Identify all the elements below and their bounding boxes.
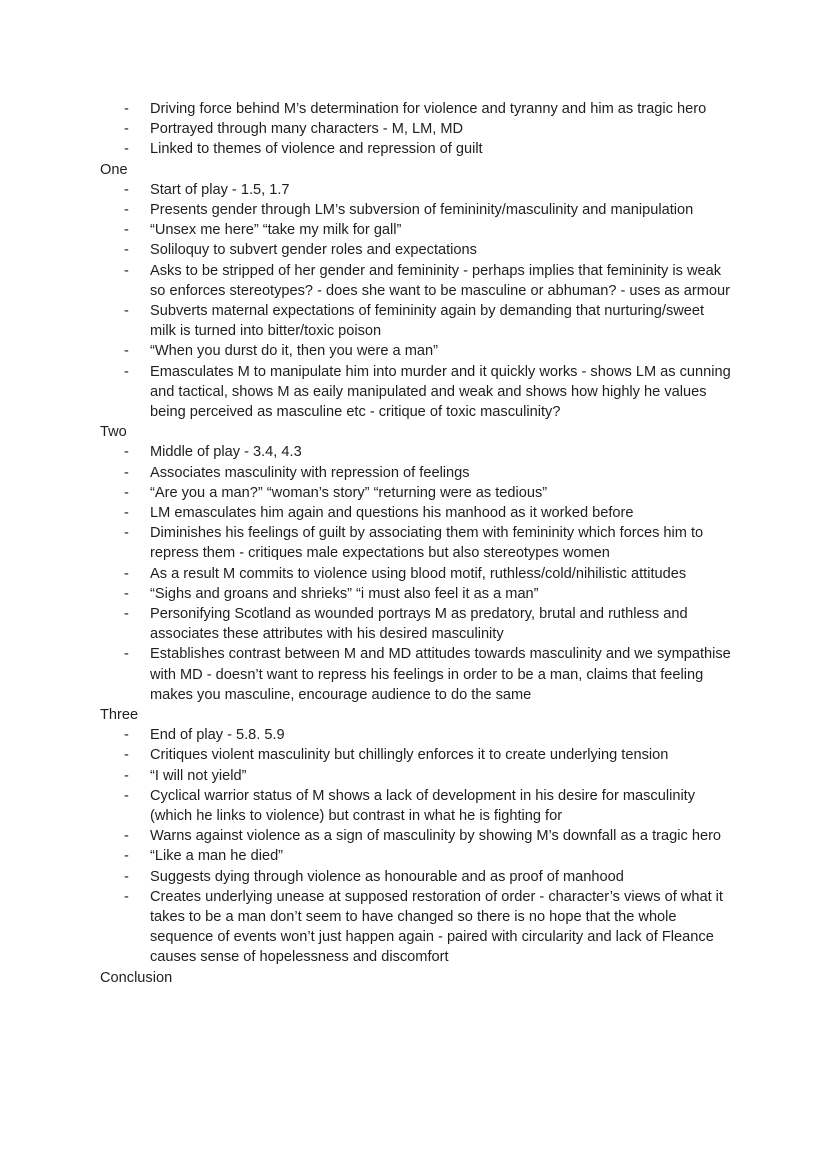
bullet-dash: - — [124, 787, 129, 804]
list-item-text: Cyclical warrior status of M shows a lack of development in his desire for masculinity (which he links to violence) but contrast in what he is fighting for — [150, 787, 696, 825]
bullet-dash: - — [124, 585, 129, 602]
list-item-text: Driving force behind M’s determination for violence and tyranny and him as tragic hero — [150, 101, 707, 117]
bullet-dash: - — [124, 606, 129, 623]
bullet-list — [0, 725, 828, 967]
list-item-text: “Sighs and groans and shrieks” “i must also feel it as a man” — [150, 585, 539, 602]
list-item — [0, 846, 828, 866]
bullet-dash: - — [124, 222, 129, 239]
list-item-text: Asks to be stripped of her gender and femininity - perhaps implies that femininity is weak so enforces stereotypes? - does she want to be masculine or abhuman? - uses as armour — [150, 262, 731, 299]
bullet-dash: - — [124, 363, 129, 380]
bullet-list — [0, 99, 828, 160]
list-item — [0, 341, 828, 361]
list-item-text: Presents gender through LM’s subversion of femininity/masculinity and manipulation — [150, 202, 694, 218]
bullet-dash: - — [124, 848, 129, 865]
list-item — [0, 887, 828, 968]
bullet-dash: - — [124, 141, 129, 158]
list-item-text: Creates underlying unease at supposed restoration of order - character’s views of what it takes to be a man don’t seem to have changed so there is no hope that the whole sequence of events won’t just happen again - paired with circularity and lack of Fleance causes sense of hopelessness and discomfort — [150, 888, 723, 966]
list-item-text: “Like a man he died” — [150, 848, 284, 865]
list-item-text: Diminishes his feelings of guilt by associating them with femininity which forces him to repress them - critiques male expectations but also stereotypes women — [150, 525, 704, 562]
list-item — [0, 463, 828, 483]
list-item-text: As a result M commits to violence using blood motif, ruthless/cold/nihilistic attitudes — [150, 565, 687, 582]
bullet-dash: - — [124, 565, 129, 582]
list-item — [0, 725, 828, 745]
list-item-text: “Are you a man?” “woman’s story” “returning were as tedious” — [150, 484, 548, 501]
list-item — [0, 119, 828, 139]
section-4 — [0, 705, 828, 968]
bullet-dash: - — [124, 181, 129, 198]
bullet-dash: - — [124, 868, 129, 885]
list-item-text: End of play - 5.8. 5.9 — [150, 727, 285, 744]
bullet-dash: - — [124, 727, 129, 744]
list-item-text: “I will not yield” — [150, 767, 247, 784]
list-item — [0, 604, 828, 644]
list-item — [0, 240, 828, 260]
list-item — [0, 301, 828, 341]
list-item — [0, 564, 828, 584]
bullet-dash: - — [124, 747, 129, 764]
list-item-text: LM emasculates him again and questions his manhood as it worked before — [150, 505, 634, 522]
list-item-text: Soliloquy to subvert gender roles and expectations — [150, 242, 477, 259]
list-item-text: Start of play - 1.5, 1.7 — [150, 181, 290, 198]
bullet-list — [0, 442, 828, 705]
section-heading: Two — [100, 424, 127, 441]
section-3 — [0, 422, 828, 705]
bullet-dash: - — [124, 121, 129, 138]
list-item — [0, 584, 828, 604]
list-item-text: Subverts maternal expectations of femininity again by demanding that nurturing/sweet milk is turned into bitter/toxic poison — [150, 303, 705, 340]
bullet-dash: - — [124, 343, 129, 360]
list-item-text: Personifying Scotland as wounded portrays M as predatory, brutal and ruthless and associates these attributes with his desired masculinity — [150, 606, 688, 643]
list-item-text: Associates masculinity with repression of feelings — [150, 464, 470, 481]
bullet-dash: - — [124, 888, 129, 905]
list-item-text: “When you durst do it, then you were a man” — [150, 343, 438, 360]
document-page — [0, 99, 828, 988]
list-item — [0, 200, 828, 220]
list-item — [0, 826, 828, 846]
list-item — [0, 180, 828, 200]
list-item — [0, 745, 828, 765]
bullet-dash: - — [124, 464, 129, 481]
list-item — [0, 766, 828, 786]
section-heading: One — [100, 161, 128, 178]
list-item — [0, 644, 828, 705]
bullet-dash: - — [124, 262, 129, 279]
bullet-dash: - — [124, 505, 129, 522]
bullet-dash: - — [124, 525, 129, 542]
bullet-dash: - — [124, 202, 129, 218]
list-item-text: Emasculates M to manipulate him into murder and it quickly works - shows LM as cunning and tactical, shows M as eaily manipulated and weak and shows how highly he values being perceived as masculine etc - critique of toxic masculinity? — [150, 363, 731, 421]
section-heading: Three — [100, 707, 139, 724]
list-item — [0, 99, 828, 119]
list-item — [0, 523, 828, 563]
list-item-text: Linked to themes of violence and repression of guilt — [150, 141, 483, 158]
list-item-text: Critiques violent masculinity but chillingly enforces it to create underlying tension — [150, 747, 669, 764]
list-item — [0, 867, 828, 887]
list-item — [0, 139, 828, 159]
list-item-text: Middle of play - 3.4, 4.3 — [150, 444, 302, 461]
list-item — [0, 220, 828, 240]
bullet-dash: - — [124, 303, 129, 320]
bullet-dash: - — [124, 484, 129, 501]
list-item-text: Portrayed through many characters - M, LM, MD — [150, 121, 464, 138]
list-item — [0, 483, 828, 503]
list-item-text: Establishes contrast between M and MD attitudes towards masculinity and we sympathise with MD - doesn’t want to repress his feelings in order to be a man, claims that feeling makes you masculine, encourage audience to do the same — [150, 646, 731, 703]
list-item — [0, 362, 828, 423]
bullet-dash: - — [124, 101, 129, 117]
bullet-dash: - — [124, 444, 129, 461]
bullet-list — [0, 180, 828, 422]
section-5 — [0, 968, 828, 988]
bullet-dash: - — [124, 646, 129, 663]
list-item-text: Warns against violence as a sign of masculinity by showing M’s downfall as a tragic hero — [150, 828, 722, 845]
bullet-dash: - — [124, 767, 129, 784]
section-2 — [0, 160, 828, 423]
section-heading: Conclusion — [100, 969, 173, 986]
bullet-dash: - — [124, 242, 129, 259]
bullet-dash: - — [124, 828, 129, 845]
list-item — [0, 261, 828, 301]
list-item-text: Suggests dying through violence as honourable and as proof of manhood — [150, 868, 624, 885]
list-item — [0, 786, 828, 826]
list-item — [0, 442, 828, 462]
list-item-text: “Unsex me here” “take my milk for gall” — [150, 222, 402, 239]
list-item — [0, 503, 828, 523]
section-1 — [0, 99, 828, 160]
